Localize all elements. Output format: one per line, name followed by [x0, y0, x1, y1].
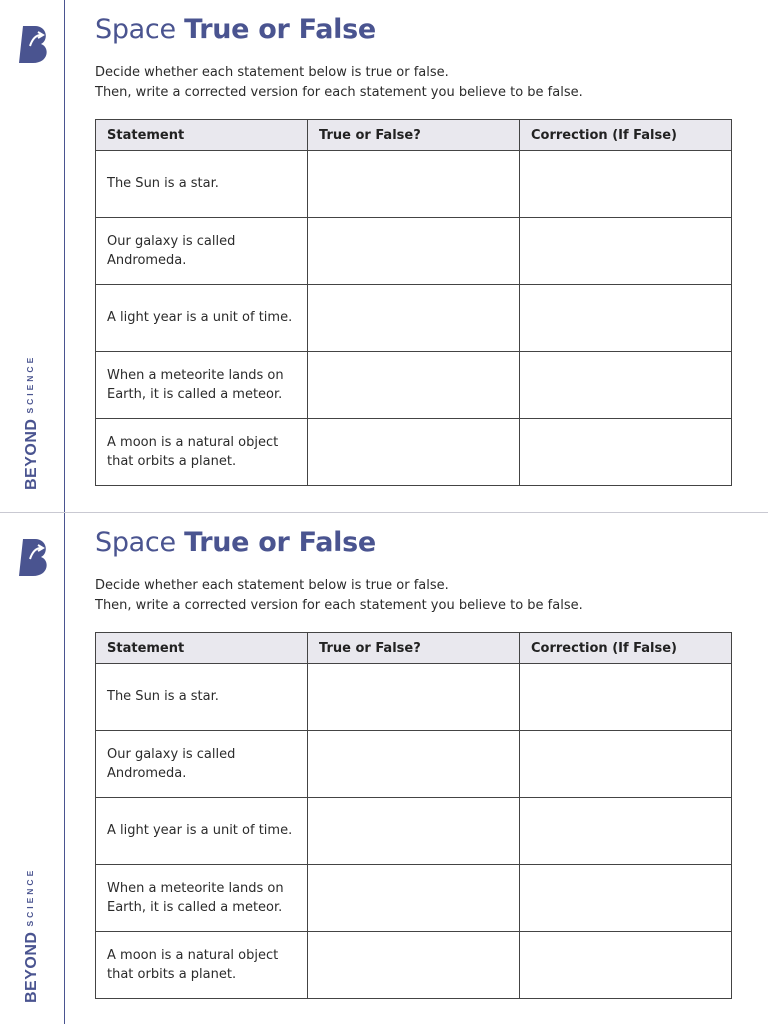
worksheet-copy-2 [0, 512, 768, 1024]
answer-cell[interactable] [308, 798, 520, 865]
correction-cell[interactable] [520, 151, 732, 218]
correction-cell[interactable] [520, 218, 732, 285]
answer-cell[interactable] [308, 731, 520, 798]
beyond-logo-icon [17, 24, 50, 65]
instructions [95, 576, 583, 616]
table-row [96, 731, 732, 798]
brand-sub: SCIENCE [25, 354, 35, 414]
brand-name: BEYOND [23, 931, 40, 1003]
sidebar-divider [64, 0, 65, 512]
title-light: Space [95, 14, 176, 45]
answer-cell[interactable] [308, 932, 520, 999]
page-title [95, 14, 376, 45]
statement-cell: A moon is a natural object that orbits a planet. [96, 932, 308, 999]
correction-cell[interactable] [520, 419, 732, 486]
statement-cell: A light year is a unit of time. [96, 285, 308, 352]
answer-cell[interactable] [308, 865, 520, 932]
table-row [96, 865, 732, 932]
true-false-table [95, 119, 732, 486]
brand-wordmark [21, 868, 41, 1003]
instructions [95, 63, 583, 103]
instruction-line: Then, write a corrected version for each statement you believe to be false. [95, 598, 583, 613]
table-row [96, 352, 732, 419]
column-header-correction: Correction (If False) [520, 120, 732, 151]
column-header-true-false: True or False? [308, 120, 520, 151]
table-row [96, 419, 732, 486]
instruction-line: Decide whether each statement below is true or false. [95, 65, 449, 80]
statement-cell: A moon is a natural object that orbits a planet. [96, 419, 308, 486]
correction-cell[interactable] [520, 865, 732, 932]
brand-wordmark [21, 355, 41, 490]
table-header-row [96, 633, 732, 664]
correction-cell[interactable] [520, 731, 732, 798]
statement-cell: Our galaxy is called Andromeda. [96, 218, 308, 285]
correction-cell[interactable] [520, 285, 732, 352]
answer-cell[interactable] [308, 352, 520, 419]
table-row [96, 151, 732, 218]
column-header-true-false: True or False? [308, 633, 520, 664]
correction-cell[interactable] [520, 352, 732, 419]
statement-cell: Our galaxy is called Andromeda. [96, 731, 308, 798]
correction-cell[interactable] [520, 798, 732, 865]
table-row [96, 664, 732, 731]
column-header-statement: Statement [96, 633, 308, 664]
title-bold: True or False [184, 14, 376, 45]
answer-cell[interactable] [308, 218, 520, 285]
column-header-statement: Statement [96, 120, 308, 151]
column-header-correction: Correction (If False) [520, 633, 732, 664]
instruction-line: Decide whether each statement below is true or false. [95, 578, 449, 593]
page-title [95, 527, 376, 558]
answer-cell[interactable] [308, 285, 520, 352]
table-row [96, 932, 732, 999]
statement-cell: The Sun is a star. [96, 664, 308, 731]
answer-cell[interactable] [308, 151, 520, 218]
instruction-line: Then, write a corrected version for each statement you believe to be false. [95, 85, 583, 100]
title-light: Space [95, 527, 176, 558]
title-bold: True or False [184, 527, 376, 558]
sidebar-divider [64, 513, 65, 1024]
brand-sub: SCIENCE [25, 867, 35, 927]
correction-cell[interactable] [520, 932, 732, 999]
answer-cell[interactable] [308, 419, 520, 486]
answer-cell[interactable] [308, 664, 520, 731]
beyond-logo-icon [17, 537, 50, 578]
table-header-row [96, 120, 732, 151]
table-row [96, 798, 732, 865]
statement-cell: When a meteorite lands on Earth, it is called a meteor. [96, 865, 308, 932]
table-row [96, 285, 732, 352]
statement-cell: The Sun is a star. [96, 151, 308, 218]
statement-cell: When a meteorite lands on Earth, it is called a meteor. [96, 352, 308, 419]
table-row [96, 218, 732, 285]
correction-cell[interactable] [520, 664, 732, 731]
statement-cell: A light year is a unit of time. [96, 798, 308, 865]
true-false-table [95, 632, 732, 999]
brand-name: BEYOND [23, 418, 40, 490]
